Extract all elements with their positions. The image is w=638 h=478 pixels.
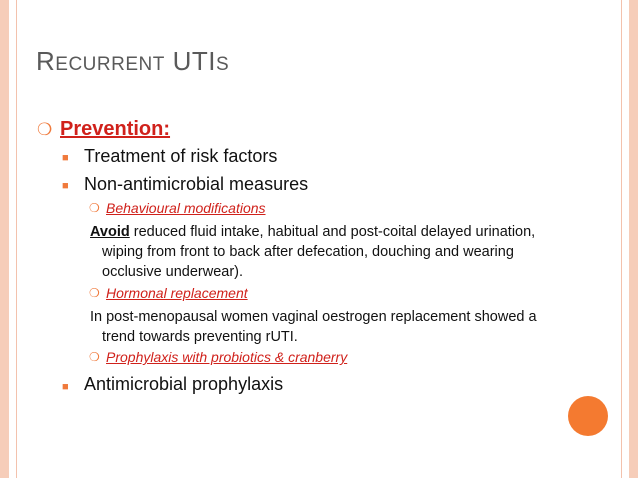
left-border-line bbox=[16, 0, 17, 478]
hollow-bullet-icon: ❍ bbox=[89, 201, 100, 215]
square-bullet-icon: ■ bbox=[62, 180, 69, 192]
item-prophylaxis-probiotics: Prophylaxis with probiotics & cranberry bbox=[106, 349, 348, 365]
hormonal-paragraph bbox=[90, 307, 537, 347]
right-border-line bbox=[621, 0, 622, 478]
square-bullet-icon: ■ bbox=[62, 152, 69, 164]
avoid-line-2: wiping from front to back after defecation, douching and wearing bbox=[102, 244, 514, 260]
avoid-line-1: reduced fluid intake, habitual and post-coital delayed urination, bbox=[129, 224, 536, 240]
left-border-bar bbox=[0, 0, 9, 478]
item-non-antimicrobial: Non-antimicrobial measures bbox=[84, 174, 309, 194]
prevention-heading: Prevention: bbox=[60, 118, 171, 140]
item-behavioural: Behavioural modifications bbox=[106, 200, 266, 216]
orange-circle-decoration bbox=[568, 396, 608, 436]
hollow-bullet-icon: ❍ bbox=[89, 286, 100, 300]
item-treatment: Treatment of risk factors bbox=[84, 146, 278, 166]
avoid-paragraph bbox=[90, 222, 535, 282]
square-bullet-icon: ■ bbox=[62, 381, 69, 393]
avoid-line-3: occlusive underwear). bbox=[102, 264, 244, 280]
hormonal-line-1: In post-menopausal women vaginal oestrogen replacement showed a bbox=[90, 309, 537, 325]
hormonal-line-2: trend towards preventing rUTI. bbox=[102, 329, 298, 345]
right-border-bar bbox=[629, 0, 638, 478]
item-hormonal: Hormonal replacement bbox=[106, 285, 248, 301]
hollow-bullet-icon: ❍ bbox=[89, 350, 100, 364]
hollow-bullet-icon: ❍ bbox=[37, 120, 53, 139]
avoid-word: Avoid bbox=[90, 224, 130, 240]
item-antimicrobial: Antimicrobial prophylaxis bbox=[84, 374, 284, 394]
slide-title: RECURRENT UTIS bbox=[36, 46, 230, 76]
